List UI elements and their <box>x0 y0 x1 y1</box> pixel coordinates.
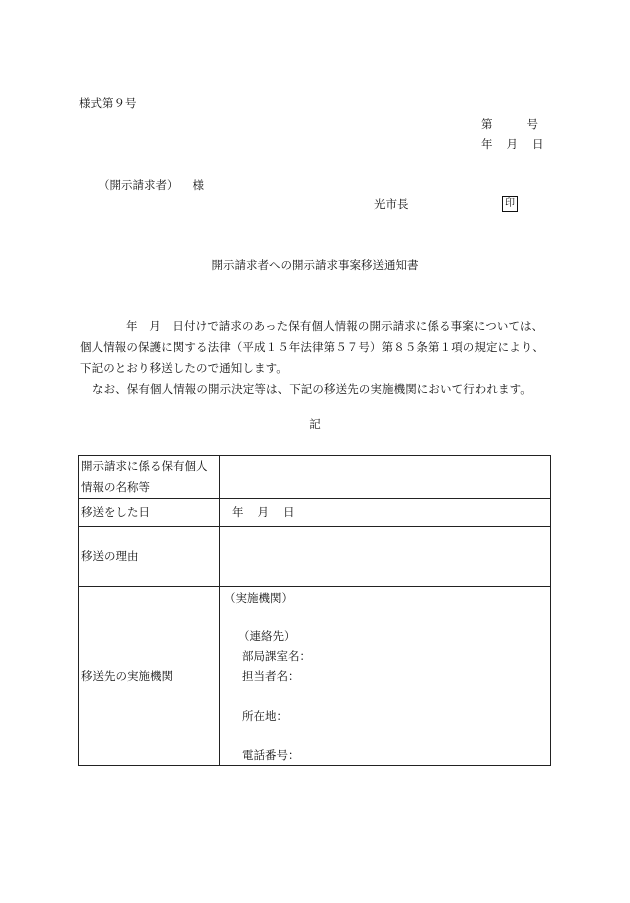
table-row <box>79 499 551 527</box>
transfer-reason-label: 移送の理由 <box>79 527 220 587</box>
person-in-charge-label: 担当者名： <box>242 669 300 683</box>
date-year: 年 <box>481 137 493 151</box>
department-label: 部局課室名： <box>242 649 311 663</box>
document-title: 開示請求者への開示請求事案移送通知書 <box>211 258 419 272</box>
date-month: 月 <box>506 137 518 151</box>
form-number: 様式第９号 <box>79 96 137 110</box>
transfer-reason-value <box>220 527 551 587</box>
date-day: 日 <box>283 505 295 519</box>
table-row <box>79 456 551 499</box>
seal-mark: 印 <box>502 196 518 212</box>
info-name-value <box>220 456 551 499</box>
document-number-suffix: 号 <box>526 117 538 131</box>
document-date <box>481 139 544 151</box>
transfer-date-value <box>220 499 551 527</box>
transfer-date-label: 移送をした日 <box>79 499 220 527</box>
table-row <box>79 587 551 766</box>
addressee <box>98 180 204 192</box>
date-year: 年 <box>232 505 244 519</box>
phone-label: 電話番号： <box>242 748 300 762</box>
info-name-label: 開示請求に係る保有個人情報の名称等 <box>79 456 220 499</box>
agency-heading: （実施機関） <box>224 591 293 605</box>
body-line: 個人情報の保護に関する法律（平成１５年法律第５７号）第８５条第１項の規定により、 <box>80 340 544 354</box>
ki-heading: 記 <box>309 417 321 431</box>
destination-agency-label: 移送先の実施機関 <box>79 587 220 766</box>
date-day: 日 <box>532 137 544 151</box>
address-label: 所在地： <box>242 709 288 723</box>
document-number <box>481 119 538 131</box>
addressee-honorific: 様 <box>192 178 204 192</box>
body-line: 下記のとおり移送したので通知します。 <box>80 361 288 375</box>
table-row <box>79 527 551 587</box>
info-table <box>78 455 551 766</box>
destination-agency-value <box>220 587 551 766</box>
body-paragraph-2: なお、保有個人情報の開示決定等は、下記の移送先の実施機関において行われます。 <box>92 382 532 396</box>
body-paragraph-1 <box>80 316 560 337</box>
body-line: 年 月 日付けで請求のあった保有個人情報の開示請求に係る事案については、 <box>126 319 544 333</box>
body-paragraph-1-cont <box>80 337 560 379</box>
date-month: 月 <box>257 505 269 519</box>
issuer-name: 光市長 <box>374 197 409 211</box>
document-number-prefix: 第 <box>481 117 493 131</box>
body-text <box>80 316 560 400</box>
addressee-name: （開示請求者） <box>98 178 179 192</box>
contact-heading: （連絡先） <box>238 629 296 643</box>
